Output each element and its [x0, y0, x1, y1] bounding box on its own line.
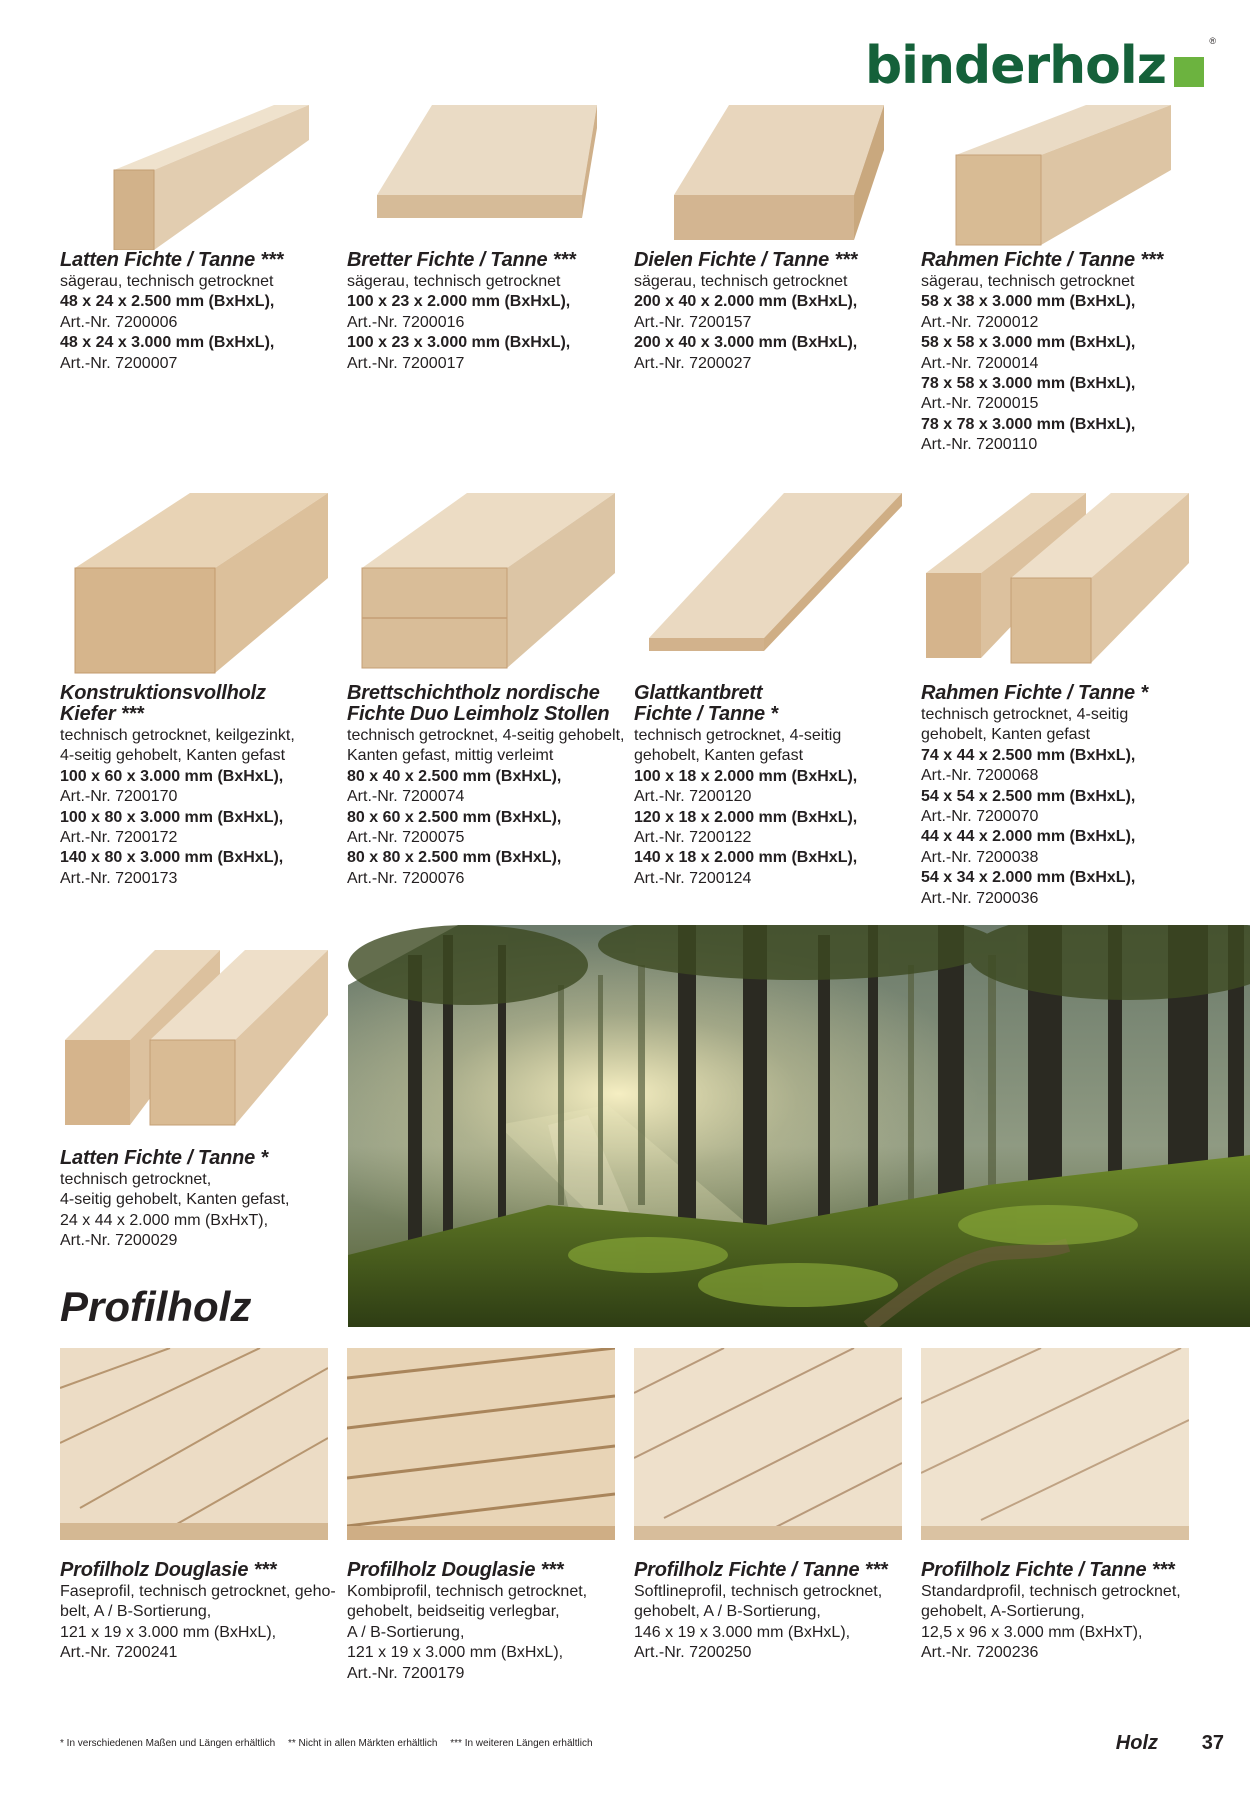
product-specs: sägerau, technisch getrocknet 100 x 23 x 2.000 mm (BxHxL), Art.-Nr. 7200016 100 x 23 x 3.000 mm (BxHxL), Art.-Nr. 7200017	[347, 273, 571, 372]
product-title: Konstruktionsvollholz Kiefer ***	[60, 682, 266, 725]
product-glattkantbrett	[634, 488, 902, 889]
product-profilholz-1	[60, 1348, 336, 1664]
product-specs: sägerau, technisch getrocknet 200 x 40 x 2.000 mm (BxHxL), Art.-Nr. 7200157 200 x 40 x 3.000 mm (BxHxL), Art.-Nr. 7200027	[634, 273, 858, 372]
product-specs: sägerau, technisch getrocknet 48 x 24 x 2.500 mm (BxHxL), Art.-Nr. 7200006 48 x 24 x 3.000 mm (BxHxL), Art.-Nr. 7200007	[60, 273, 275, 372]
product-specs: Faseprofil, technisch getrocknet, geho- belt, A / B-Sortierung, 121 x 19 x 3.000 mm (BxHxL), Art.-Nr. 7200241	[60, 1583, 336, 1662]
product-title: Profilholz Douglasie ***	[60, 1559, 277, 1581]
page-section-label: Holz	[1115, 1732, 1158, 1754]
product-specs: technisch getrocknet, 4-seitig gehobelt, Kanten gefast, mittig verleimt 80 x 40 x 2.500 mm (BxHxL), Art.-Nr. 7200074 80 x 60 x 2.500 mm (BxHxL), Art.-Nr. 7200075 80 x 80 x 2.500 mm (BxHxL), Art.-Nr. 7200076	[347, 727, 625, 887]
brand-trademark: ®	[1209, 36, 1216, 46]
product-profilholz-3	[634, 1348, 902, 1664]
forest-photo	[348, 925, 1250, 1327]
wood-batten-image	[60, 100, 328, 250]
footnote-2: ** Nicht in allen Märkten erhältlich	[287, 1738, 438, 1749]
footnote-1: * In verschiedenen Maßen und Längen erhältlich	[60, 1738, 276, 1749]
footnote-3: *** In weiteren Längen erhältlich	[450, 1738, 593, 1749]
brand-name: binderholz	[864, 36, 1166, 96]
product-rahmen-1	[921, 100, 1189, 456]
product-specs: technisch getrocknet, 4-seitig gehobelt, Kanten gefast, 24 x 44 x 2.000 mm (BxHxT), Art.-Nr. 7200029	[60, 1171, 290, 1250]
profile-boards-image	[921, 1348, 1189, 1540]
product-title: Bretter Fichte / Tanne ***	[347, 249, 576, 271]
product-specs: Kombiprofil, technisch getrocknet, gehobelt, beidseitig verlegbar, A / B-Sortierung, 121 x 19 x 3.000 mm (BxHxL), Art.-Nr. 7200179	[347, 1583, 588, 1682]
footnotes	[60, 1738, 603, 1749]
product-latten-2	[60, 945, 328, 1252]
product-title: Latten Fichte / Tanne *	[60, 1147, 269, 1169]
profile-boards-image	[347, 1348, 615, 1540]
product-title: Rahmen Fichte / Tanne *	[921, 682, 1148, 704]
product-title: Brettschichtholz nordische Fichte Duo Leimholz Stollen	[347, 682, 610, 725]
product-title: Profilholz Douglasie ***	[347, 1559, 564, 1581]
page-number: 37	[1201, 1732, 1224, 1754]
product-title: Profilholz Fichte / Tanne ***	[634, 1559, 888, 1581]
product-konstruktionsvollholz	[60, 488, 328, 889]
wood-frames-pair-image	[921, 488, 1189, 683]
product-rahmen-2	[921, 488, 1189, 909]
product-specs: Standardprofil, technisch getrocknet, gehobelt, A-Sortierung, 12,5 x 96 x 3.000 mm (BxHxT), Art.-Nr. 7200236	[921, 1583, 1181, 1662]
wood-glulam-image	[347, 488, 615, 683]
wood-frame-image	[921, 100, 1189, 250]
product-title: Rahmen Fichte / Tanne ***	[921, 249, 1164, 271]
product-bretter	[347, 100, 615, 374]
product-specs: sägerau, technisch getrocknet 58 x 38 x 3.000 mm (BxHxL), Art.-Nr. 7200012 58 x 58 x 3.000 mm (BxHxL), Art.-Nr. 7200014 78 x 58 x 3.000 mm (BxHxL), Art.-Nr. 7200015 78 x 78 x 3.000 mm (BxHxL), Art.-Nr. 7200110	[921, 273, 1136, 454]
product-title: Dielen Fichte / Tanne ***	[634, 249, 858, 271]
wood-plank-image	[634, 100, 902, 250]
product-specs: technisch getrocknet, 4-seitig gehobelt, Kanten gefast 100 x 18 x 2.000 mm (BxHxL), Art.-Nr. 7200120 120 x 18 x 2.000 mm (BxHxL), Art.-Nr. 7200122 140 x 18 x 2.000 mm (BxHxL), Art.-Nr. 7200124	[634, 727, 858, 887]
profile-boards-image	[634, 1348, 902, 1540]
wood-smooth-board-image	[634, 488, 902, 683]
product-latten-1	[60, 100, 328, 374]
wood-beam-image	[60, 488, 328, 683]
product-brettschichtholz	[347, 488, 625, 889]
product-specs: Softlineprofil, technisch getrocknet, gehobelt, A / B-Sortierung, 146 x 19 x 3.000 mm (BxHxL), Art.-Nr. 7200250	[634, 1583, 883, 1662]
profile-boards-image	[60, 1348, 328, 1540]
product-specs: technisch getrocknet, 4-seitig gehobelt, Kanten gefast 74 x 44 x 2.500 mm (BxHxL), Art.-Nr. 7200068 54 x 54 x 2.500 mm (BxHxL), Art.-Nr. 7200070 44 x 44 x 2.000 mm (BxHxL), Art.-Nr. 7200038 54 x 34 x 2.000 mm (BxHxL), Art.-Nr. 7200036	[921, 706, 1136, 907]
section-title: Profilholz	[60, 1283, 252, 1330]
product-title: Latten Fichte / Tanne ***	[60, 249, 284, 271]
wood-battens-pair-image	[60, 945, 328, 1130]
product-dielen	[634, 100, 902, 374]
brand-square-icon	[1174, 57, 1204, 87]
product-title: Glattkantbrett Fichte / Tanne *	[634, 682, 778, 725]
forest-image	[348, 925, 1250, 1327]
brand-logo	[864, 36, 1216, 96]
product-profilholz-4	[921, 1348, 1189, 1664]
product-specs: technisch getrocknet, keilgezinkt, 4-seitig gehobelt, Kanten gefast 100 x 60 x 3.000 mm (BxHxL), Art.-Nr. 7200170 100 x 80 x 3.000 mm (BxHxL), Art.-Nr. 7200172 140 x 80 x 3.000 mm (BxHxL), Art.-Nr. 7200173	[60, 727, 295, 887]
wood-board-image	[347, 100, 615, 250]
product-profilholz-2	[347, 1348, 615, 1684]
product-title: Profilholz Fichte / Tanne ***	[921, 1559, 1175, 1581]
